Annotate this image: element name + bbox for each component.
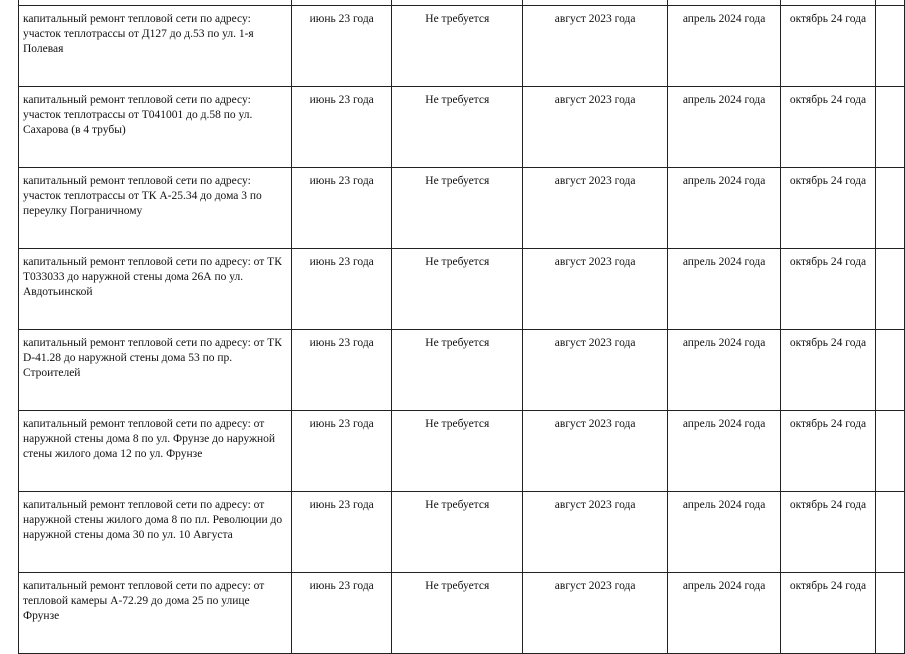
cell-edge bbox=[875, 330, 904, 411]
cell-date-1: август 2023 года bbox=[523, 249, 667, 330]
cell-status: Не требуется bbox=[392, 573, 523, 654]
cell-date-3: октябрь 24 года bbox=[781, 168, 875, 249]
cell-date-2: апрель 2024 года bbox=[667, 168, 781, 249]
cell-status: Не требуется bbox=[392, 492, 523, 573]
cell-date-2: апрель 2024 года bbox=[667, 411, 781, 492]
table-row bbox=[19, 87, 905, 168]
table-row bbox=[19, 492, 905, 573]
table-body bbox=[19, 0, 905, 654]
table-row bbox=[19, 6, 905, 87]
cell-description: капитальный ремонт тепловой сети по адресу: от ТК D-41.28 до наружной стены дома 53 по пр. Строителей bbox=[19, 330, 292, 411]
cell-start: июнь 23 года bbox=[292, 249, 392, 330]
cell-date-3: октябрь 24 года bbox=[781, 249, 875, 330]
cell-start: июнь 23 года bbox=[292, 492, 392, 573]
table-row bbox=[19, 168, 905, 249]
cell-date-3: октябрь 24 года bbox=[781, 573, 875, 654]
cell-start: июнь 23 года bbox=[292, 411, 392, 492]
cell-start: июнь 23 года bbox=[292, 168, 392, 249]
table-row bbox=[19, 573, 905, 654]
cell-start: июнь 23 года bbox=[292, 6, 392, 87]
cell-date-1: август 2023 года bbox=[523, 492, 667, 573]
cell-status: Не требуется bbox=[392, 249, 523, 330]
cell-date-3: октябрь 24 года bbox=[781, 411, 875, 492]
cell-date-1: август 2023 года bbox=[523, 168, 667, 249]
cell-edge bbox=[875, 411, 904, 492]
cell-date-1: август 2023 года bbox=[523, 411, 667, 492]
cell-edge bbox=[875, 573, 904, 654]
cell-status: Не требуется bbox=[392, 6, 523, 87]
cell-edge bbox=[875, 168, 904, 249]
cell-edge bbox=[875, 249, 904, 330]
cell-date-3: октябрь 24 года bbox=[781, 87, 875, 168]
cell-description: капитальный ремонт тепловой сети по адресу: от тепловой камеры А-72.29 до дома 25 по улице Фрунзе bbox=[19, 573, 292, 654]
cell-date-2: апрель 2024 года bbox=[667, 573, 781, 654]
cell-date-1: август 2023 года bbox=[523, 573, 667, 654]
cell-date-2: апрель 2024 года bbox=[667, 492, 781, 573]
cell-date-2: апрель 2024 года bbox=[667, 6, 781, 87]
cell-edge bbox=[875, 6, 904, 87]
cell-date-1: август 2023 года bbox=[523, 87, 667, 168]
cell-status: Не требуется bbox=[392, 330, 523, 411]
cell-date-2: апрель 2024 года bbox=[667, 87, 781, 168]
cell-edge bbox=[875, 87, 904, 168]
cell-date-2: апрель 2024 года bbox=[667, 249, 781, 330]
cell-description: капитальный ремонт тепловой сети по адресу: от наружной стены жилого дома 8 по пл. Революции до наружной стены дома 30 по ул. 10 Августа bbox=[19, 492, 292, 573]
cell-description: капитальный ремонт тепловой сети по адресу: участок теплотрассы от Д127 до д.53 по ул. 1-я Полевая bbox=[19, 6, 292, 87]
cell-date-1: август 2023 года bbox=[523, 6, 667, 87]
cell-date-1: август 2023 года bbox=[523, 330, 667, 411]
table-row bbox=[19, 411, 905, 492]
cell-status: Не требуется bbox=[392, 411, 523, 492]
table-row bbox=[19, 330, 905, 411]
cell-description: капитальный ремонт тепловой сети по адресу: участок теплотрассы от ТК А-25.34 до дома 3 по переулку Пограничному bbox=[19, 168, 292, 249]
cell-start: июнь 23 года bbox=[292, 573, 392, 654]
cell-date-2: апрель 2024 года bbox=[667, 330, 781, 411]
cell-description: капитальный ремонт тепловой сети по адресу: участок теплотрассы от Т041001 до д.58 по ул. Сахарова (в 4 трубы) bbox=[19, 87, 292, 168]
cell-start: июнь 23 года bbox=[292, 87, 392, 168]
cell-date-3: октябрь 24 года bbox=[781, 492, 875, 573]
cell-date-3: октябрь 24 года bbox=[781, 330, 875, 411]
cell-date-3: октябрь 24 года bbox=[781, 6, 875, 87]
repair-schedule-table bbox=[18, 0, 905, 654]
cell-description: капитальный ремонт тепловой сети по адресу: от наружной стены дома 8 по ул. Фрунзе до наружной стены жилого дома 12 по ул. Фрунзе bbox=[19, 411, 292, 492]
cell-status: Не требуется bbox=[392, 87, 523, 168]
cell-status: Не требуется bbox=[392, 168, 523, 249]
cell-edge bbox=[875, 492, 904, 573]
cell-start: июнь 23 года bbox=[292, 330, 392, 411]
cell-description: капитальный ремонт тепловой сети по адресу: от ТК Т033033 до наружной стены дома 26А по ул. Авдотьинской bbox=[19, 249, 292, 330]
table-row bbox=[19, 249, 905, 330]
